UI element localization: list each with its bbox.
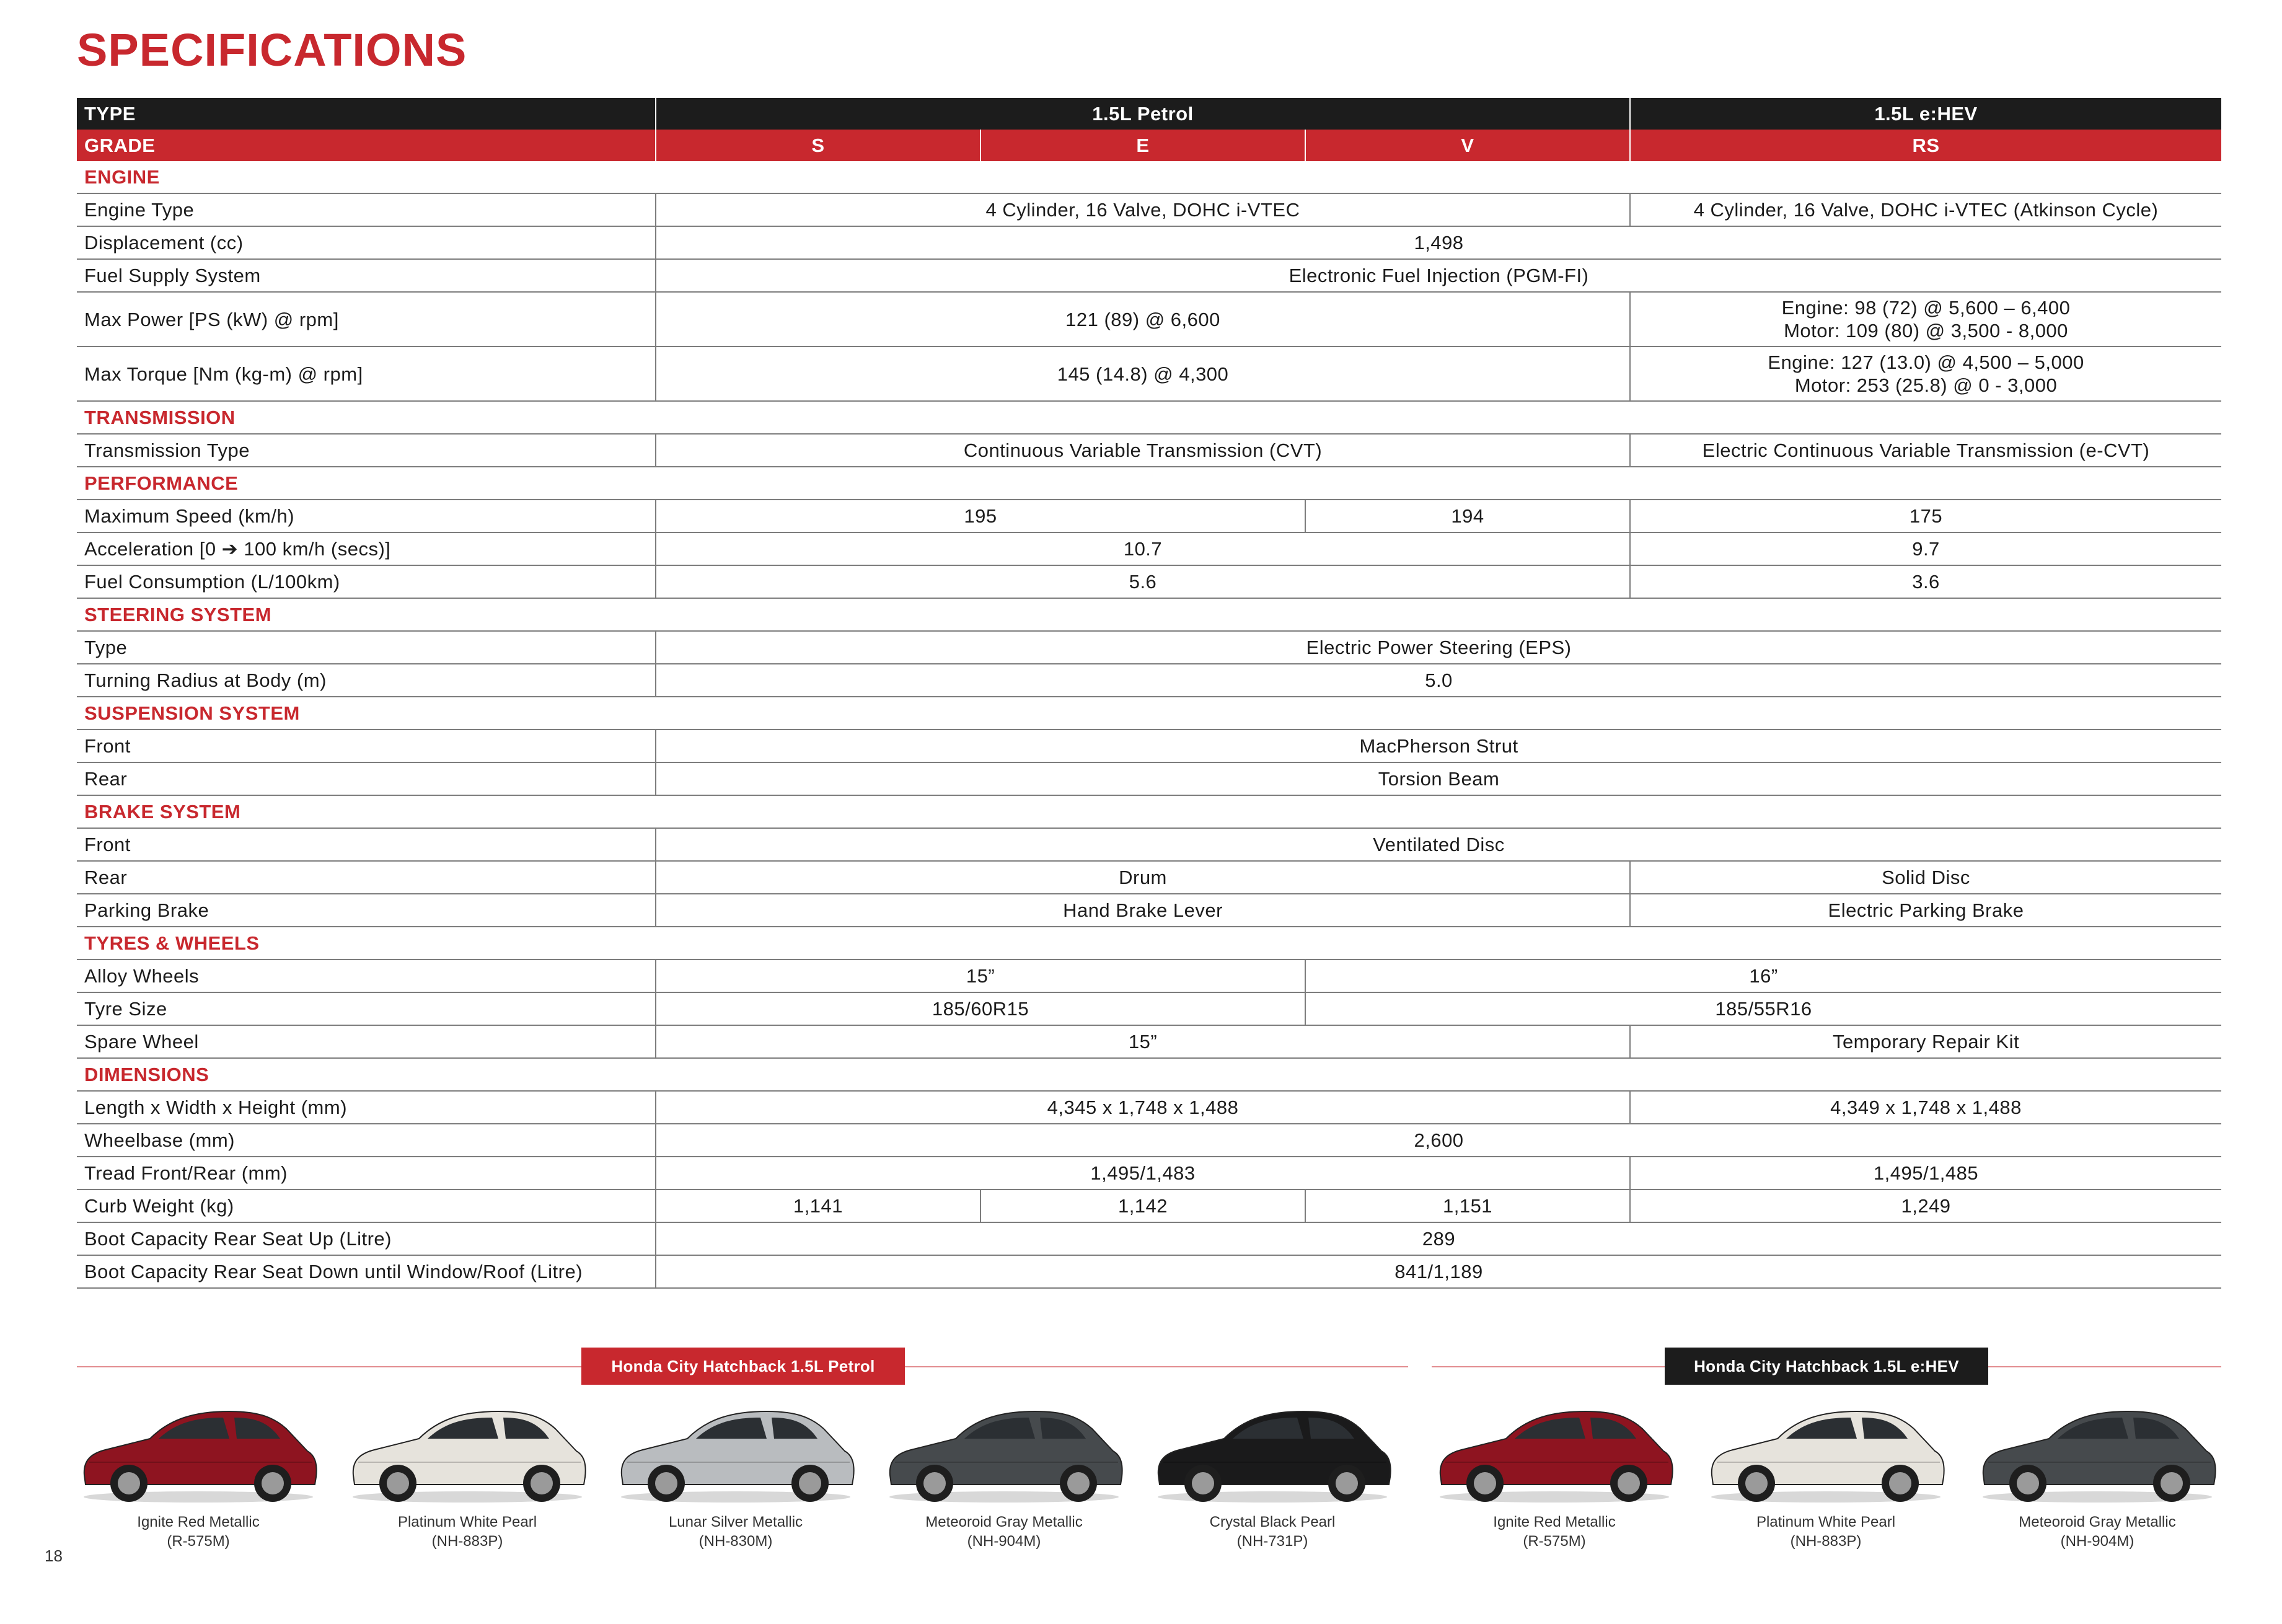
colour-code: (NH-883P): [431, 1533, 503, 1550]
table-row: [77, 1255, 2221, 1288]
torque-engine-line: Engine: 127 (13.0) @ 4,500 – 5,000: [1768, 351, 2084, 373]
colour-name: Ignite Red Metallic: [137, 1514, 260, 1530]
page-number: 18: [45, 1547, 63, 1565]
colour-code: (R-575M): [167, 1533, 230, 1550]
cell-value: 194: [1305, 500, 1630, 532]
car-image: [1704, 1398, 1947, 1506]
table-row: [77, 960, 2221, 992]
cell-value: 10.7: [656, 532, 1630, 565]
colour-caption: [1704, 1512, 1947, 1551]
table-row: [77, 992, 2221, 1025]
cell-value: 15”: [656, 1025, 1630, 1058]
section-engine: [77, 161, 2221, 193]
table-row: [77, 1157, 2221, 1189]
cell-value: 4,349 x 1,748 x 1,488: [1630, 1091, 2221, 1124]
car-icon: [614, 1398, 857, 1506]
power-engine-line: Engine: 98 (72) @ 5,600 – 6,400: [1781, 297, 2071, 319]
car-image: [1433, 1398, 1676, 1506]
cell-value: 841/1,189: [656, 1255, 2221, 1288]
row-label: Max Power [PS (kW) @ rpm]: [77, 292, 656, 346]
car-image: [614, 1398, 857, 1506]
cell-value: Drum: [656, 861, 1630, 894]
row-label: Tyre Size: [77, 992, 656, 1025]
row-label: Front: [77, 730, 656, 762]
page-title: SPECIFICATIONS: [77, 24, 467, 76]
type-label: TYPE: [77, 98, 656, 130]
cell-value: Ventilated Disc: [656, 828, 2221, 861]
cell-value: Electric Parking Brake: [1630, 894, 2221, 927]
table-row: [77, 762, 2221, 795]
table-row: [77, 346, 2221, 401]
table-row: [77, 1124, 2221, 1157]
row-label: Type: [77, 631, 656, 664]
grade-e: E: [980, 130, 1305, 161]
ehev-model-label: Honda City Hatchback 1.5L e:HEV: [1665, 1348, 1988, 1385]
table-row: [77, 434, 2221, 467]
colour-caption: [883, 1512, 1126, 1551]
colour-caption: [1151, 1512, 1394, 1551]
type-petrol: 1.5L Petrol: [656, 98, 1630, 130]
row-label: Turning Radius at Body (m): [77, 664, 656, 697]
car-image: [883, 1398, 1126, 1506]
type-ehev: 1.5L e:HEV: [1630, 98, 2221, 130]
table-row: [77, 730, 2221, 762]
cell-value: 1,495/1,485: [1630, 1157, 2221, 1189]
table-row: [77, 565, 2221, 598]
car-icon: [1976, 1398, 2219, 1506]
section-title: TRANSMISSION: [77, 401, 2221, 434]
cell-value: 9.7: [1630, 532, 2221, 565]
cell-value: 145 (14.8) @ 4,300: [656, 346, 1630, 401]
colour-name: Platinum White Pearl: [1756, 1514, 1896, 1530]
car-icon: [1433, 1398, 1676, 1506]
cell-value: Hand Brake Lever: [656, 894, 1630, 927]
table-row: [77, 226, 2221, 259]
car-image: [1151, 1398, 1394, 1506]
cell-value: 4 Cylinder, 16 Valve, DOHC i-VTEC: [656, 193, 1630, 226]
table-row: [77, 1189, 2221, 1222]
cell-value: 15”: [656, 960, 1305, 992]
colour-code: (NH-904M): [2060, 1533, 2134, 1550]
cell-value: 1,142: [980, 1189, 1305, 1222]
colour-code: (NH-830M): [698, 1533, 773, 1550]
row-label: Fuel Consumption (L/100km): [77, 565, 656, 598]
colour-name: Ignite Red Metallic: [1493, 1514, 1616, 1530]
colour-name: Meteoroid Gray Metallic: [925, 1514, 1083, 1530]
section-transmission: [77, 401, 2221, 434]
grade-v: V: [1305, 130, 1630, 161]
grade-rs: RS: [1630, 130, 2221, 161]
row-label: Parking Brake: [77, 894, 656, 927]
row-label: Displacement (cc): [77, 226, 656, 259]
cell-value: Temporary Repair Kit: [1630, 1025, 2221, 1058]
car-icon: [1704, 1398, 1947, 1506]
section-tyres: [77, 927, 2221, 960]
table-row: [77, 1222, 2221, 1255]
section-steering: [77, 598, 2221, 631]
section-title: DIMENSIONS: [77, 1058, 2221, 1091]
section-brake: [77, 795, 2221, 828]
row-label: Max Torque [Nm (kg-m) @ rpm]: [77, 346, 656, 401]
cell-value: 4,345 x 1,748 x 1,488: [656, 1091, 1630, 1124]
cell-value: MacPherson Strut: [656, 730, 2221, 762]
table-row: [77, 861, 2221, 894]
grade-label: GRADE: [77, 130, 656, 161]
row-label: Length x Width x Height (mm): [77, 1091, 656, 1124]
cell-value: 1,141: [656, 1189, 980, 1222]
cell-value: Continuous Variable Transmission (CVT): [656, 434, 1630, 467]
section-title: SUSPENSION SYSTEM: [77, 697, 2221, 730]
section-dimensions: [77, 1058, 2221, 1091]
row-label: Rear: [77, 861, 656, 894]
cell-value: 1,495/1,483: [656, 1157, 1630, 1189]
cell-value: Electronic Fuel Injection (PGM-FI): [656, 259, 2221, 292]
section-performance: [77, 467, 2221, 500]
table-row: [77, 828, 2221, 861]
section-title: STEERING SYSTEM: [77, 598, 2221, 631]
table-row: [77, 631, 2221, 664]
cell-value: 1,498: [656, 226, 2221, 259]
colour-code: (NH-883P): [1790, 1533, 1862, 1550]
row-label: Wheelbase (mm): [77, 1124, 656, 1157]
car-icon: [883, 1398, 1126, 1506]
specifications-table: [77, 98, 2221, 1289]
row-label: Alloy Wheels: [77, 960, 656, 992]
car-image: [77, 1398, 320, 1506]
colour-caption: [1433, 1512, 1676, 1551]
cell-value: Solid Disc: [1630, 861, 2221, 894]
row-label: Transmission Type: [77, 434, 656, 467]
row-label: Front: [77, 828, 656, 861]
cell-value: 1,151: [1305, 1189, 1630, 1222]
car-icon: [346, 1398, 589, 1506]
row-label: Tread Front/Rear (mm): [77, 1157, 656, 1189]
colour-caption: [346, 1512, 589, 1551]
section-title: TYRES & WHEELS: [77, 927, 2221, 960]
cell-value: 5.6: [656, 565, 1630, 598]
petrol-model-label: Honda City Hatchback 1.5L Petrol: [581, 1348, 905, 1385]
row-label: Acceleration [0 ➔ 100 km/h (secs)]: [77, 532, 656, 565]
grade-s: S: [656, 130, 980, 161]
table-row: [77, 193, 2221, 226]
cell-value-multiline: [1630, 292, 2221, 346]
cell-value: Torsion Beam: [656, 762, 2221, 795]
cell-value: 121 (89) @ 6,600: [656, 292, 1630, 346]
table-row: [77, 1091, 2221, 1124]
cell-value-multiline: [1630, 346, 2221, 401]
table-row: [77, 532, 2221, 565]
colour-caption: [1976, 1512, 2219, 1551]
section-suspension: [77, 697, 2221, 730]
table-row: [77, 1025, 2221, 1058]
section-title: PERFORMANCE: [77, 467, 2221, 500]
section-title: BRAKE SYSTEM: [77, 795, 2221, 828]
table-row: [77, 500, 2221, 532]
row-label: Engine Type: [77, 193, 656, 226]
cell-value: Electric Power Steering (EPS): [656, 631, 2221, 664]
car-image: [346, 1398, 589, 1506]
cell-value: 175: [1630, 500, 2221, 532]
grade-row: [77, 130, 2221, 161]
cell-value: Electric Continuous Variable Transmission (e-CVT): [1630, 434, 2221, 467]
row-label: Boot Capacity Rear Seat Down until Window/Roof (Litre): [77, 1255, 656, 1288]
table-row: [77, 259, 2221, 292]
colour-name: Platinum White Pearl: [397, 1514, 537, 1530]
cell-value: 2,600: [656, 1124, 2221, 1157]
colour-code: (NH-731P): [1236, 1533, 1308, 1550]
section-title: ENGINE: [77, 161, 2221, 193]
cell-value: 185/60R15: [656, 992, 1305, 1025]
cell-value: 5.0: [656, 664, 2221, 697]
table-row: [77, 664, 2221, 697]
row-label: Rear: [77, 762, 656, 795]
table-row: [77, 894, 2221, 927]
cell-value: 1,249: [1630, 1189, 2221, 1222]
cell-value: 16”: [1305, 960, 2221, 992]
car-icon: [1151, 1398, 1394, 1506]
colour-code: (NH-904M): [967, 1533, 1041, 1550]
car-image: [1976, 1398, 2219, 1506]
row-label: Boot Capacity Rear Seat Up (Litre): [77, 1222, 656, 1255]
cell-value: 185/55R16: [1305, 992, 2221, 1025]
car-icon: [77, 1398, 320, 1506]
row-label: Fuel Supply System: [77, 259, 656, 292]
type-row: [77, 98, 2221, 130]
colour-name: Lunar Silver Metallic: [668, 1514, 803, 1530]
cell-value: 4 Cylinder, 16 Valve, DOHC i-VTEC (Atkinson Cycle): [1630, 193, 2221, 226]
colour-caption: [614, 1512, 857, 1551]
cell-value: 289: [656, 1222, 2221, 1255]
colour-name: Crystal Black Pearl: [1209, 1514, 1336, 1530]
table-row: [77, 292, 2221, 346]
torque-motor-line: Motor: 253 (25.8) @ 0 - 3,000: [1794, 374, 2058, 396]
colour-code: (R-575M): [1523, 1533, 1586, 1550]
row-label: Curb Weight (kg): [77, 1189, 656, 1222]
cell-value: 195: [656, 500, 1305, 532]
row-label: Spare Wheel: [77, 1025, 656, 1058]
cell-value: 3.6: [1630, 565, 2221, 598]
colour-name: Meteoroid Gray Metallic: [2019, 1514, 2176, 1530]
power-motor-line: Motor: 109 (80) @ 3,500 - 8,000: [1784, 320, 2068, 342]
colour-caption: [77, 1512, 320, 1551]
row-label: Maximum Speed (km/h): [77, 500, 656, 532]
